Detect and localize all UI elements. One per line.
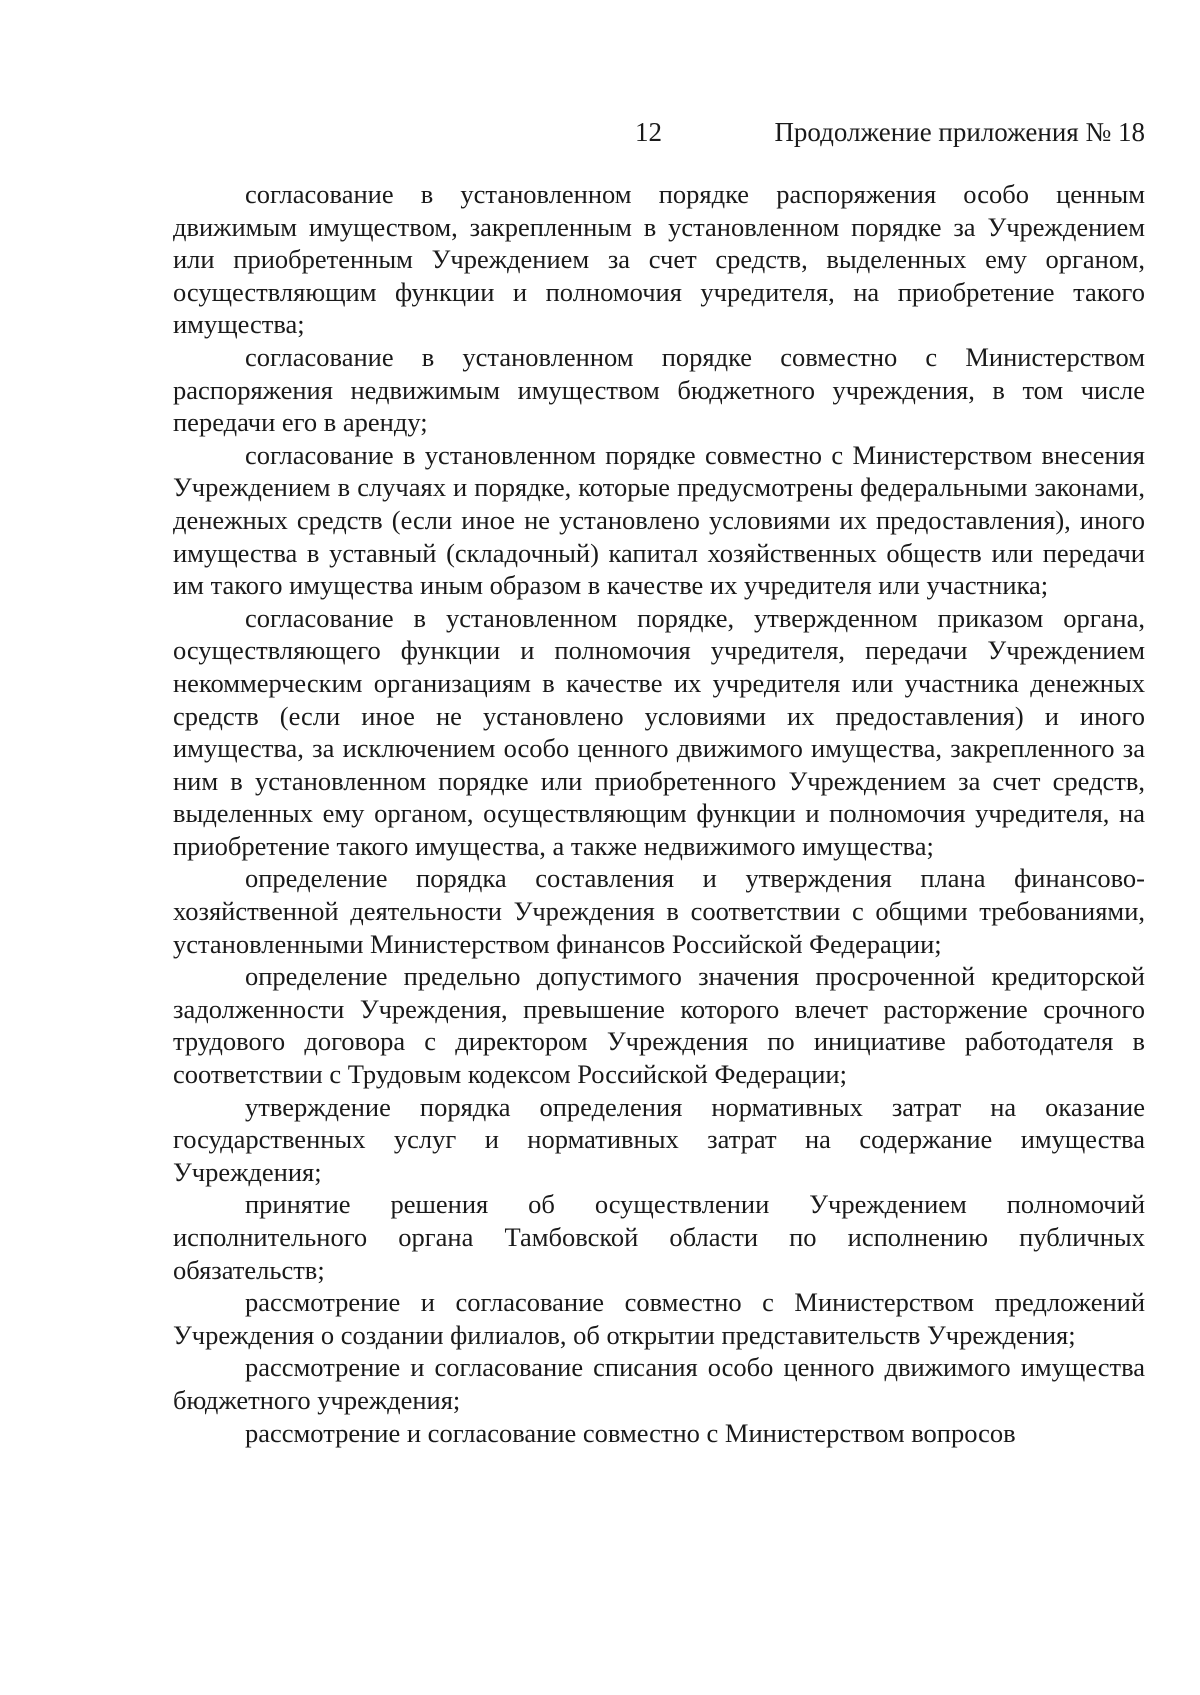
paragraph-1: согласование в установленном порядке распоряжения особо ценным движимым имуществом, закрепленным в установленном порядке за Учреждением или приобретенным Учреждением за счет средств, выделенных ему органом, осуществляющим функции и полномочия учредителя, на приобретение такого имущества; <box>173 179 1145 340</box>
paragraph-11: рассмотрение и согласование совместно с Министерством вопросов <box>245 1417 1016 1448</box>
paragraph-5: определение порядка составления и утверждения плана финансово-хозяйственной деятельности Учреждения в соответствии с общими требованиями, установленными Министерством финансов Российской Федерации; <box>173 863 1145 959</box>
paragraph-7: утверждение порядка определения нормативных затрат на оказание государственных услуг и нормативных затрат на содержание имущества Учреждения; <box>173 1091 1145 1187</box>
paragraph-4: согласование в установленном порядке, утвержденном приказом органа, осуществляющего функции и полномочия учредителя, передачи Учреждением некоммерческим организациям в качестве их учредителя или участника денежных средств (если иное не установлено условиями их предоставления) и иного имущества, за исключением особо ценного движимого имущества, закрепленного за ним в установленном порядке или приобретенного Учреждением за счет средств, выделенных ему органом, осуществляющим функции и полномочия учредителя, на приобретение такого имущества, а также недвижимого имущества; <box>173 602 1145 861</box>
paragraph-2: согласование в установленном порядке совместно с Министерством распоряжения недвижимым имуществом бюджетного учреждения, в том числе передачи его в аренду; <box>173 341 1145 438</box>
page-number: 12 <box>635 117 662 147</box>
paragraph-10: рассмотрение и согласование списания особо ценного движимого имущества бюджетного учреждения; <box>173 1352 1145 1415</box>
paragraph-3: согласование в установленном порядке совместно с Министерством внесения Учреждением в случаях и порядке, которые предусмотрены федеральными законами, денежных средств (если иное не установлено условиями их предоставления), иного имущества в уставный (складочный) капитал хозяйственных обществ или передачи им такого имущества иным образом в качестве их учредителя или участника; <box>173 439 1145 601</box>
paragraph-9: рассмотрение и согласование совместно с Министерством предложений Учреждения о создании филиалов, об открытии представительств Учреждения; <box>173 1287 1145 1350</box>
document-body <box>173 178 1145 1449</box>
paragraph-8: принятие решения об осуществлении Учреждением полномочий исполнительного органа Тамбовской области по исполнению публичных обязательств; <box>173 1189 1145 1285</box>
appendix-continuation-label: Продолжение приложения № 18 <box>774 117 1145 147</box>
paragraph-6: определение предельно допустимого значения просроченной кредиторской задолженности Учреждения, превышение которого влечет расторжение срочного трудового договора с директором Учреждения по инициативе работодателя в соответствии с Трудовым кодексом Российской Федерации; <box>173 961 1145 1090</box>
